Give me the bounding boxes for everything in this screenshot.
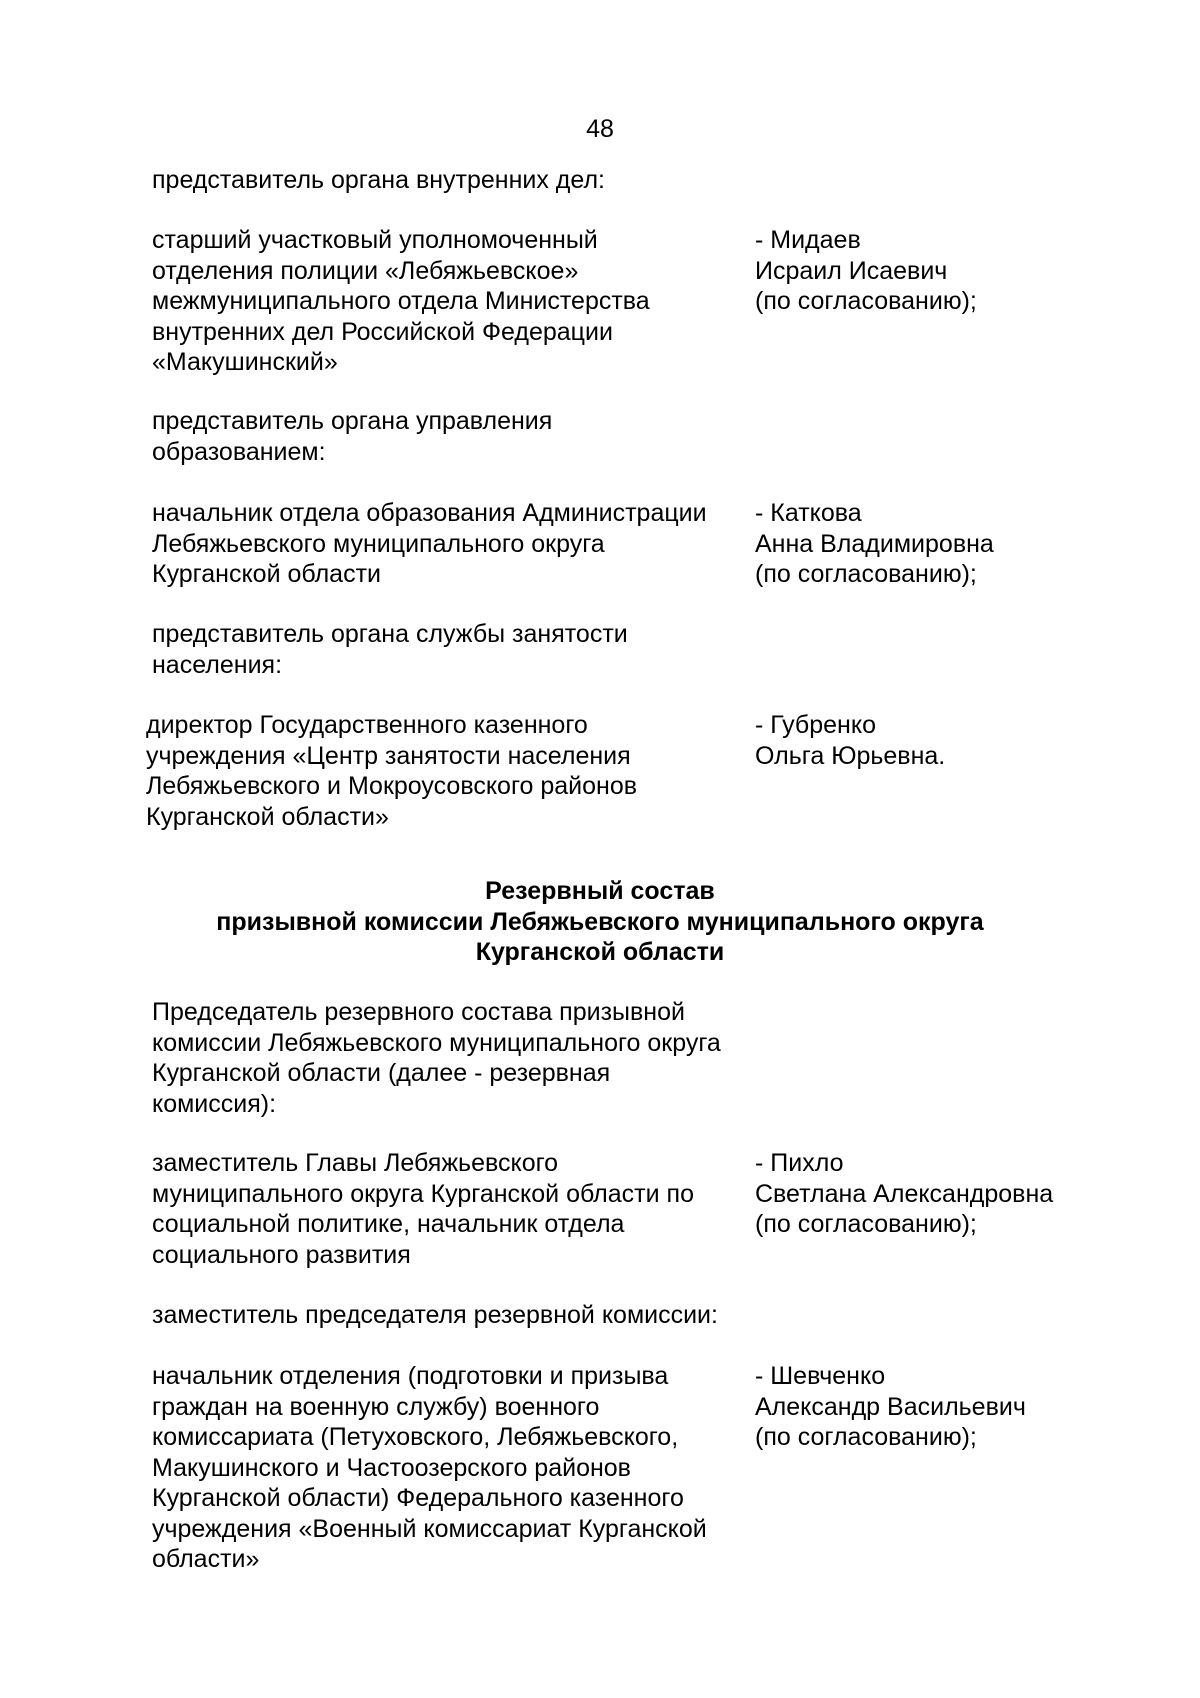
page-number: 48 — [586, 115, 614, 143]
position-education-head: начальник отдела образования Администрации Лебяжьевского муниципального округа Курганской области — [152, 499, 707, 588]
member-name-shevchenko: - Шевченко Александр Васильевич (по согласованию); — [755, 1362, 1026, 1451]
position-police-officer: старший участковый уполномоченный отделения полиции «Лебяжьевское» межмуниципального отдела Министерства внутренних дел Российской Федерации «Макушинский» — [152, 226, 650, 376]
category-education: представитель органа управления образованием: — [152, 407, 553, 466]
category-reserve-deputy-chairman: заместитель председателя резервной комиссии: — [152, 1301, 718, 1329]
category-employment: представитель органа службы занятости населения: — [152, 620, 628, 679]
category-internal-affairs: представитель органа внутренних дел: — [152, 166, 606, 194]
member-name-gubrenko: - Губренко Ольга Юрьевна. — [755, 711, 946, 770]
reserve-commission-heading: Резервный состав призывной комиссии Лебяжьевского муниципального округа Курганской области — [216, 877, 984, 966]
position-employment-director: директор Государственного казенного учреждения «Центр занятости населения Лебяжьевского и Мокроусовского районов Курганской области» — [146, 711, 638, 831]
member-name-katkova: - Каткова Анна Владимировна (по согласованию); — [755, 499, 994, 588]
position-deputy-head: заместитель Главы Лебяжьевского муниципального округа Курганской области по социальной политике, начальник отдела социального развития — [152, 1149, 694, 1269]
category-reserve-chairman: Председатель резервного состава призывной комиссии Лебяжьевского муниципального округа Курганской области (далее - резервная комиссия): — [152, 998, 721, 1118]
member-name-midaev: - Мидаев Исраил Исаевич (по согласованию); — [755, 226, 977, 315]
member-name-pikhlo: - Пихло Светлана Александровна (по согласованию); — [755, 1149, 1054, 1238]
position-military-commissariat: начальник отделения (подготовки и призыва граждан на военную службу) военного комиссариата (Петуховского, Лебяжьевского, Макушинского и Частоозерского районов Курганской области) Федерального казенного учреждения «Военный комиссариат Курганской области» — [152, 1362, 707, 1573]
